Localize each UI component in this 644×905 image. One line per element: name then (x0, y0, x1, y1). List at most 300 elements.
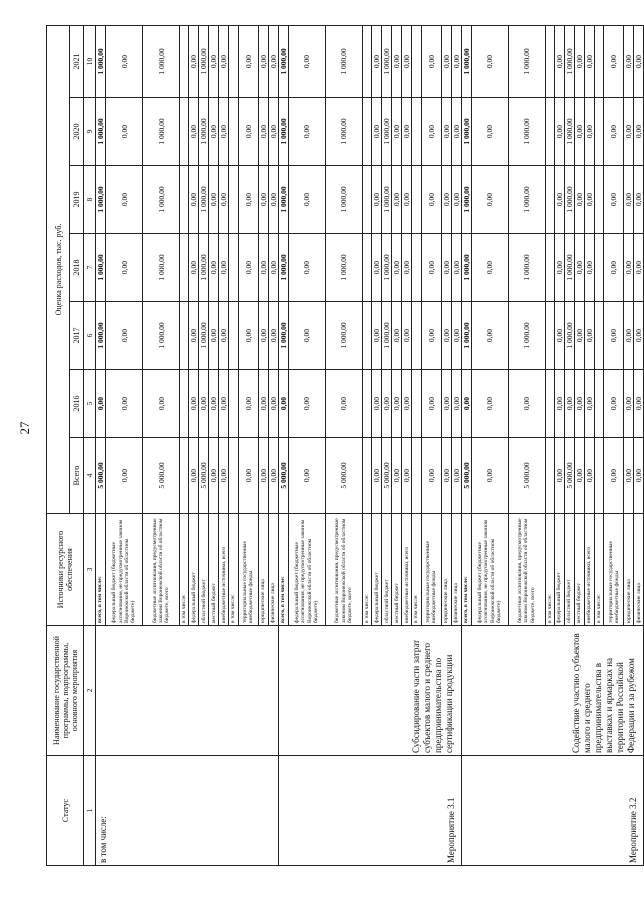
year-value-cell: 0,00 (372, 302, 382, 370)
column-index: 7 (84, 234, 96, 302)
year-value-cell: 0,00 (288, 370, 325, 438)
year-value-cell: 0,00 (604, 302, 624, 370)
source-cell: федеральный бюджет (189, 514, 199, 626)
source-cell: физические лица (268, 514, 278, 626)
year-value-cell: 0,00 (199, 370, 209, 438)
year-value-cell (229, 98, 238, 166)
column-index: 6 (84, 302, 96, 370)
year-value-cell: 0,00 (219, 26, 229, 98)
header-year: 2021 (70, 26, 84, 98)
year-value-cell: 1 000,00 (199, 166, 209, 234)
year-value-cell: 0,00 (258, 98, 268, 166)
year-value-cell: 0,00 (258, 26, 268, 98)
total-value-cell: 5 000,00 (508, 438, 545, 514)
year-value-cell (180, 234, 189, 302)
source-cell: физические лица (451, 514, 461, 626)
year-value-cell: 0,00 (106, 302, 143, 370)
column-index: 9 (84, 98, 96, 166)
year-value-cell: 0,00 (402, 234, 412, 302)
year-value-cell: 0,00 (402, 302, 412, 370)
year-value-cell: 1 000,00 (278, 98, 288, 166)
year-value-cell (594, 302, 603, 370)
year-value-cell: 1 000,00 (508, 302, 545, 370)
source-cell: местный бюджет (209, 514, 219, 626)
year-value-cell: 0,00 (451, 370, 461, 438)
total-value-cell: 0,00 (189, 438, 199, 514)
total-value-cell: 0,00 (624, 438, 634, 514)
year-value-cell: 0,00 (402, 98, 412, 166)
source-cell: в том числе: (180, 514, 189, 626)
year-value-cell: 0,00 (402, 26, 412, 98)
year-value-cell: 0,00 (624, 98, 634, 166)
year-value-cell: 0,00 (634, 166, 644, 234)
total-value-cell: 0,00 (574, 438, 584, 514)
year-value-cell: 0,00 (584, 98, 594, 166)
source-cell: внебюджетные источники, всего (402, 514, 412, 626)
year-value-cell: 0,00 (471, 98, 508, 166)
year-value-cell: 0,00 (574, 98, 584, 166)
source-cell: в том числе: (229, 514, 238, 626)
year-value-cell: 1 000,00 (278, 302, 288, 370)
year-value-cell: 0,00 (634, 234, 644, 302)
year-value-cell: 0,00 (189, 166, 199, 234)
total-value-cell: 0,00 (451, 438, 461, 514)
year-value-cell: 0,00 (584, 234, 594, 302)
header-total: Всего (70, 438, 84, 514)
year-value-cell: 0,00 (106, 98, 143, 166)
year-value-cell (594, 234, 603, 302)
total-value-cell: 0,00 (258, 438, 268, 514)
source-cell: федеральный бюджет (бюджетные ассигнования, не предусмотренные законом Воронежской области об областном бюджете) (288, 514, 325, 626)
source-cell: территориальные государственные внебюджетные фонды (421, 514, 441, 626)
year-value-cell: 0,00 (189, 370, 199, 438)
year-value-cell: 0,00 (471, 26, 508, 98)
year-value-cell: 1 000,00 (382, 166, 392, 234)
year-value-cell: 0,00 (471, 234, 508, 302)
year-value-cell: 0,00 (584, 370, 594, 438)
year-value-cell: 1 000,00 (382, 98, 392, 166)
year-value-cell (362, 370, 371, 438)
header-status: Статус (47, 756, 84, 866)
year-value-cell (180, 26, 189, 98)
rotated-page (46, 26, 644, 866)
total-value-cell: 0,00 (392, 438, 402, 514)
year-value-cell: 0,00 (238, 166, 258, 234)
year-value-cell: 0,00 (268, 26, 278, 98)
year-value-cell: 1 000,00 (564, 302, 574, 370)
total-value-cell: 5 000,00 (564, 438, 574, 514)
year-value-cell (412, 370, 421, 438)
year-value-cell: 1 000,00 (143, 166, 180, 234)
year-value-cell: 1 000,00 (143, 302, 180, 370)
source-cell: всего, в том числе: (461, 514, 471, 626)
column-index: 4 (84, 438, 96, 514)
total-value-cell: 0,00 (441, 438, 451, 514)
header-source: Источники ресурсного обеспечения (47, 514, 84, 626)
year-value-cell: 0,00 (604, 166, 624, 234)
year-value-cell (362, 166, 371, 234)
total-value-cell (545, 438, 554, 514)
total-value-cell: 5 000,00 (143, 438, 180, 514)
year-value-cell: 0,00 (441, 98, 451, 166)
total-value-cell (594, 438, 603, 514)
header-year: 2020 (70, 98, 84, 166)
year-value-cell: 1 000,00 (508, 234, 545, 302)
source-cell: в том числе: (412, 514, 421, 626)
year-value-cell: 0,00 (451, 302, 461, 370)
year-value-cell (362, 26, 371, 98)
year-value-cell: 1 000,00 (564, 98, 574, 166)
year-value-cell: 0,00 (451, 26, 461, 98)
year-value-cell (594, 166, 603, 234)
year-value-cell: 1 000,00 (508, 26, 545, 98)
table-row (278, 26, 288, 866)
year-value-cell: 1 000,00 (96, 302, 106, 370)
source-cell: внебюджетные источники, всего (219, 514, 229, 626)
year-value-cell: 0,00 (604, 98, 624, 166)
year-value-cell: 0,00 (268, 370, 278, 438)
year-value-cell: 0,00 (624, 234, 634, 302)
year-value-cell: 0,00 (219, 98, 229, 166)
total-value-cell: 0,00 (634, 438, 644, 514)
year-value-cell (229, 370, 238, 438)
year-value-cell (594, 370, 603, 438)
total-value-cell (362, 438, 371, 514)
column-index: 10 (84, 26, 96, 98)
year-value-cell: 1 000,00 (325, 98, 362, 166)
year-value-cell: 0,00 (508, 370, 545, 438)
year-value-cell: 0,00 (624, 302, 634, 370)
source-cell: бюджетные ассигнования, предусмотренные законом Воронежской области об областном бюджете, всего (325, 514, 362, 626)
name-cell: Содействие участию субъектов малого и среднего предпринимательства в выставках и ярмарках на территории Российской Федерации и за рубежом (461, 626, 644, 756)
year-value-cell: 0,00 (554, 234, 564, 302)
year-value-cell: 0,00 (634, 370, 644, 438)
year-value-cell: 0,00 (554, 370, 564, 438)
year-value-cell: 0,00 (288, 302, 325, 370)
status-cell: Мероприятие 3.1 (278, 756, 461, 866)
year-value-cell: 0,00 (554, 166, 564, 234)
year-value-cell (545, 370, 554, 438)
status-cell: Мероприятие 3.2 (461, 756, 644, 866)
year-value-cell: 0,00 (189, 26, 199, 98)
total-value-cell: 0,00 (604, 438, 624, 514)
year-value-cell: 0,00 (268, 302, 278, 370)
year-value-cell: 0,00 (288, 166, 325, 234)
year-value-cell: 0,00 (634, 26, 644, 98)
year-value-cell (545, 26, 554, 98)
year-value-cell: 0,00 (402, 166, 412, 234)
source-cell: в том числе: (545, 514, 554, 626)
year-value-cell: 0,00 (209, 166, 219, 234)
table-row (461, 26, 471, 866)
header-name: Наименование государственной программы, подпрограммы, основного мероприятия (47, 626, 84, 756)
year-value-cell: 0,00 (421, 26, 441, 98)
year-value-cell: 0,00 (554, 302, 564, 370)
source-cell: федеральный бюджет (554, 514, 564, 626)
source-cell: областной бюджет (199, 514, 209, 626)
year-value-cell: 1 000,00 (278, 26, 288, 98)
total-value-cell (229, 438, 238, 514)
source-cell: областной бюджет (564, 514, 574, 626)
year-value-cell: 0,00 (441, 166, 451, 234)
year-value-cell: 1 000,00 (461, 166, 471, 234)
year-value-cell: 0,00 (209, 234, 219, 302)
year-value-cell: 0,00 (471, 302, 508, 370)
year-value-cell: 0,00 (471, 370, 508, 438)
source-cell: юридические лица (258, 514, 268, 626)
table-row (96, 26, 106, 866)
total-value-cell: 0,00 (219, 438, 229, 514)
year-value-cell: 0,00 (372, 370, 382, 438)
year-value-cell (362, 302, 371, 370)
source-cell: территориальные государственные внебюджетные фонды (604, 514, 624, 626)
year-value-cell: 1 000,00 (564, 26, 574, 98)
year-value-cell: 0,00 (421, 98, 441, 166)
year-value-cell: 0,00 (421, 302, 441, 370)
year-value-cell: 0,00 (402, 370, 412, 438)
year-value-cell: 1 000,00 (143, 234, 180, 302)
source-cell: федеральный бюджет (372, 514, 382, 626)
year-value-cell: 0,00 (564, 370, 574, 438)
total-value-cell: 0,00 (106, 438, 143, 514)
year-value-cell: 0,00 (441, 26, 451, 98)
year-value-cell: 0,00 (584, 26, 594, 98)
year-value-cell: 0,00 (392, 166, 402, 234)
year-value-cell: 0,00 (604, 234, 624, 302)
year-value-cell: 1 000,00 (508, 98, 545, 166)
year-value-cell: 1 000,00 (278, 166, 288, 234)
year-value-cell: 1 000,00 (199, 98, 209, 166)
year-value-cell: 0,00 (258, 370, 268, 438)
year-value-cell: 1 000,00 (143, 98, 180, 166)
year-value-cell: 1 000,00 (564, 166, 574, 234)
year-value-cell: 1 000,00 (382, 234, 392, 302)
year-value-cell: 1 000,00 (382, 302, 392, 370)
column-index: 5 (84, 370, 96, 438)
source-cell: бюджетные ассигнования, предусмотренные законом Воронежской области об областном бюджете, всего (143, 514, 180, 626)
total-value-cell: 5 000,00 (325, 438, 362, 514)
year-value-cell: 1 000,00 (461, 98, 471, 166)
total-value-cell: 5 000,00 (199, 438, 209, 514)
year-value-cell: 0,00 (258, 302, 268, 370)
year-value-cell: 0,00 (634, 98, 644, 166)
total-value-cell: 0,00 (209, 438, 219, 514)
year-value-cell (594, 26, 603, 98)
year-value-cell (180, 98, 189, 166)
year-value-cell: 0,00 (624, 166, 634, 234)
year-value-cell (229, 166, 238, 234)
total-value-cell: 0,00 (421, 438, 441, 514)
year-value-cell: 0,00 (604, 370, 624, 438)
year-value-cell: 1 000,00 (461, 26, 471, 98)
year-value-cell: 0,00 (421, 234, 441, 302)
year-value-cell: 0,00 (392, 370, 402, 438)
year-value-cell: 1 000,00 (96, 98, 106, 166)
total-value-cell: 0,00 (238, 438, 258, 514)
year-value-cell: 0,00 (392, 234, 402, 302)
year-value-cell (180, 302, 189, 370)
year-value-cell: 0,00 (441, 370, 451, 438)
column-index: 8 (84, 166, 96, 234)
header-year: 2018 (70, 234, 84, 302)
source-cell: всего, в том числе: (278, 514, 288, 626)
table-body (96, 26, 644, 866)
year-value-cell: 0,00 (392, 26, 402, 98)
year-value-cell (545, 302, 554, 370)
year-value-cell: 0,00 (209, 302, 219, 370)
year-value-cell: 0,00 (451, 234, 461, 302)
status-cell: в том числе: (96, 756, 279, 866)
year-value-cell: 1 000,00 (278, 234, 288, 302)
year-value-cell: 0,00 (238, 26, 258, 98)
total-value-cell: 5 000,00 (278, 438, 288, 514)
year-value-cell: 0,00 (268, 98, 278, 166)
name-cell: Субсидирование части затрат субъектов малого и среднего предпринимательства по сертификации продукции (278, 626, 461, 756)
year-value-cell (362, 234, 371, 302)
total-value-cell: 5 000,00 (96, 438, 106, 514)
year-value-cell: 0,00 (584, 166, 594, 234)
year-value-cell: 0,00 (584, 302, 594, 370)
year-value-cell: 1 000,00 (96, 166, 106, 234)
year-value-cell: 0,00 (554, 98, 564, 166)
year-value-cell (412, 26, 421, 98)
source-cell: местный бюджет (392, 514, 402, 626)
source-cell: всего, в том числе: (96, 514, 106, 626)
year-value-cell: 0,00 (574, 166, 584, 234)
year-value-cell: 0,00 (574, 26, 584, 98)
source-cell: федеральный бюджет (бюджетные ассигнования, не предусмотренные законом Воронежской области об областном бюджете) (471, 514, 508, 626)
year-value-cell (229, 302, 238, 370)
year-value-cell: 0,00 (624, 370, 634, 438)
year-value-cell (412, 98, 421, 166)
total-value-cell (412, 438, 421, 514)
year-value-cell: 1 000,00 (199, 26, 209, 98)
year-value-cell: 0,00 (288, 98, 325, 166)
source-cell: бюджетные ассигнования, предусмотренные законом Воронежской области об областном бюджете, всего (508, 514, 545, 626)
year-value-cell: 1 000,00 (325, 26, 362, 98)
name-cell (96, 626, 279, 756)
total-value-cell: 5 000,00 (382, 438, 392, 514)
year-value-cell (545, 98, 554, 166)
column-index: 3 (84, 514, 96, 626)
year-value-cell (229, 26, 238, 98)
total-value-cell: 0,00 (402, 438, 412, 514)
year-value-cell (545, 166, 554, 234)
year-value-cell: 0,00 (189, 302, 199, 370)
year-value-cell: 0,00 (441, 234, 451, 302)
year-value-cell: 0,00 (209, 26, 219, 98)
year-value-cell: 0,00 (372, 234, 382, 302)
year-value-cell: 1 000,00 (325, 302, 362, 370)
year-value-cell: 0,00 (372, 26, 382, 98)
total-value-cell: 0,00 (372, 438, 382, 514)
source-cell: физические лица (634, 514, 644, 626)
year-value-cell: 0,00 (96, 370, 106, 438)
source-cell: в том числе: (594, 514, 603, 626)
total-value-cell: 0,00 (288, 438, 325, 514)
source-cell: внебюджетные источники, всего (584, 514, 594, 626)
column-index: 1 (84, 756, 96, 866)
source-cell: в том числе: (362, 514, 371, 626)
year-value-cell: 0,00 (634, 302, 644, 370)
year-value-cell: 1 000,00 (143, 26, 180, 98)
header-year: 2017 (70, 302, 84, 370)
total-value-cell: 0,00 (268, 438, 278, 514)
year-value-cell: 0,00 (238, 98, 258, 166)
year-value-cell: 0,00 (325, 370, 362, 438)
year-value-cell: 0,00 (451, 166, 461, 234)
source-cell: областной бюджет (382, 514, 392, 626)
year-value-cell: 0,00 (268, 234, 278, 302)
year-value-cell: 0,00 (441, 302, 451, 370)
year-value-cell: 0,00 (106, 26, 143, 98)
year-value-cell (229, 234, 238, 302)
year-value-cell: 0,00 (209, 98, 219, 166)
year-value-cell (412, 166, 421, 234)
page-number: 27 (17, 421, 32, 435)
year-value-cell: 0,00 (288, 26, 325, 98)
year-value-cell: 1 000,00 (199, 302, 209, 370)
year-value-cell: 0,00 (421, 166, 441, 234)
column-index: 2 (84, 626, 96, 756)
table-header (47, 26, 96, 866)
year-value-cell (180, 166, 189, 234)
header-estimate: Оценка расходов, тыс. руб. (47, 26, 70, 514)
total-value-cell (180, 438, 189, 514)
year-value-cell: 0,00 (392, 302, 402, 370)
year-value-cell: 0,00 (106, 234, 143, 302)
year-value-cell: 0,00 (238, 370, 258, 438)
year-value-cell: 1 000,00 (382, 26, 392, 98)
header-year: 2016 (70, 370, 84, 438)
year-value-cell: 1 000,00 (96, 234, 106, 302)
source-cell: юридические лица (441, 514, 451, 626)
year-value-cell: 0,00 (106, 370, 143, 438)
source-cell: федеральный бюджет (бюджетные ассигнования, не предусмотренные законом Воронежской области об областном бюджете) (106, 514, 143, 626)
year-value-cell: 1 000,00 (508, 166, 545, 234)
year-value-cell: 0,00 (278, 370, 288, 438)
year-value-cell: 0,00 (189, 234, 199, 302)
year-value-cell: 0,00 (268, 166, 278, 234)
year-value-cell: 0,00 (189, 98, 199, 166)
source-cell: местный бюджет (574, 514, 584, 626)
year-value-cell (594, 98, 603, 166)
year-value-cell: 0,00 (288, 234, 325, 302)
year-value-cell: 0,00 (574, 234, 584, 302)
year-value-cell: 1 000,00 (96, 26, 106, 98)
source-cell: территориальные государственные внебюджетные фонды (238, 514, 258, 626)
year-value-cell: 0,00 (421, 370, 441, 438)
header-year: 2019 (70, 166, 84, 234)
year-value-cell: 0,00 (219, 302, 229, 370)
year-value-cell (180, 370, 189, 438)
year-value-cell: 0,00 (574, 302, 584, 370)
total-value-cell: 5 000,00 (461, 438, 471, 514)
year-value-cell: 0,00 (238, 302, 258, 370)
year-value-cell: 0,00 (238, 234, 258, 302)
source-cell: юридические лица (624, 514, 634, 626)
year-value-cell: 0,00 (143, 370, 180, 438)
year-value-cell: 0,00 (258, 166, 268, 234)
total-value-cell: 0,00 (584, 438, 594, 514)
budget-table (46, 25, 644, 866)
year-value-cell: 1 000,00 (199, 234, 209, 302)
year-value-cell: 0,00 (604, 26, 624, 98)
year-value-cell: 0,00 (258, 234, 268, 302)
year-value-cell: 0,00 (209, 370, 219, 438)
year-value-cell: 0,00 (624, 26, 634, 98)
year-value-cell: 1 000,00 (325, 166, 362, 234)
